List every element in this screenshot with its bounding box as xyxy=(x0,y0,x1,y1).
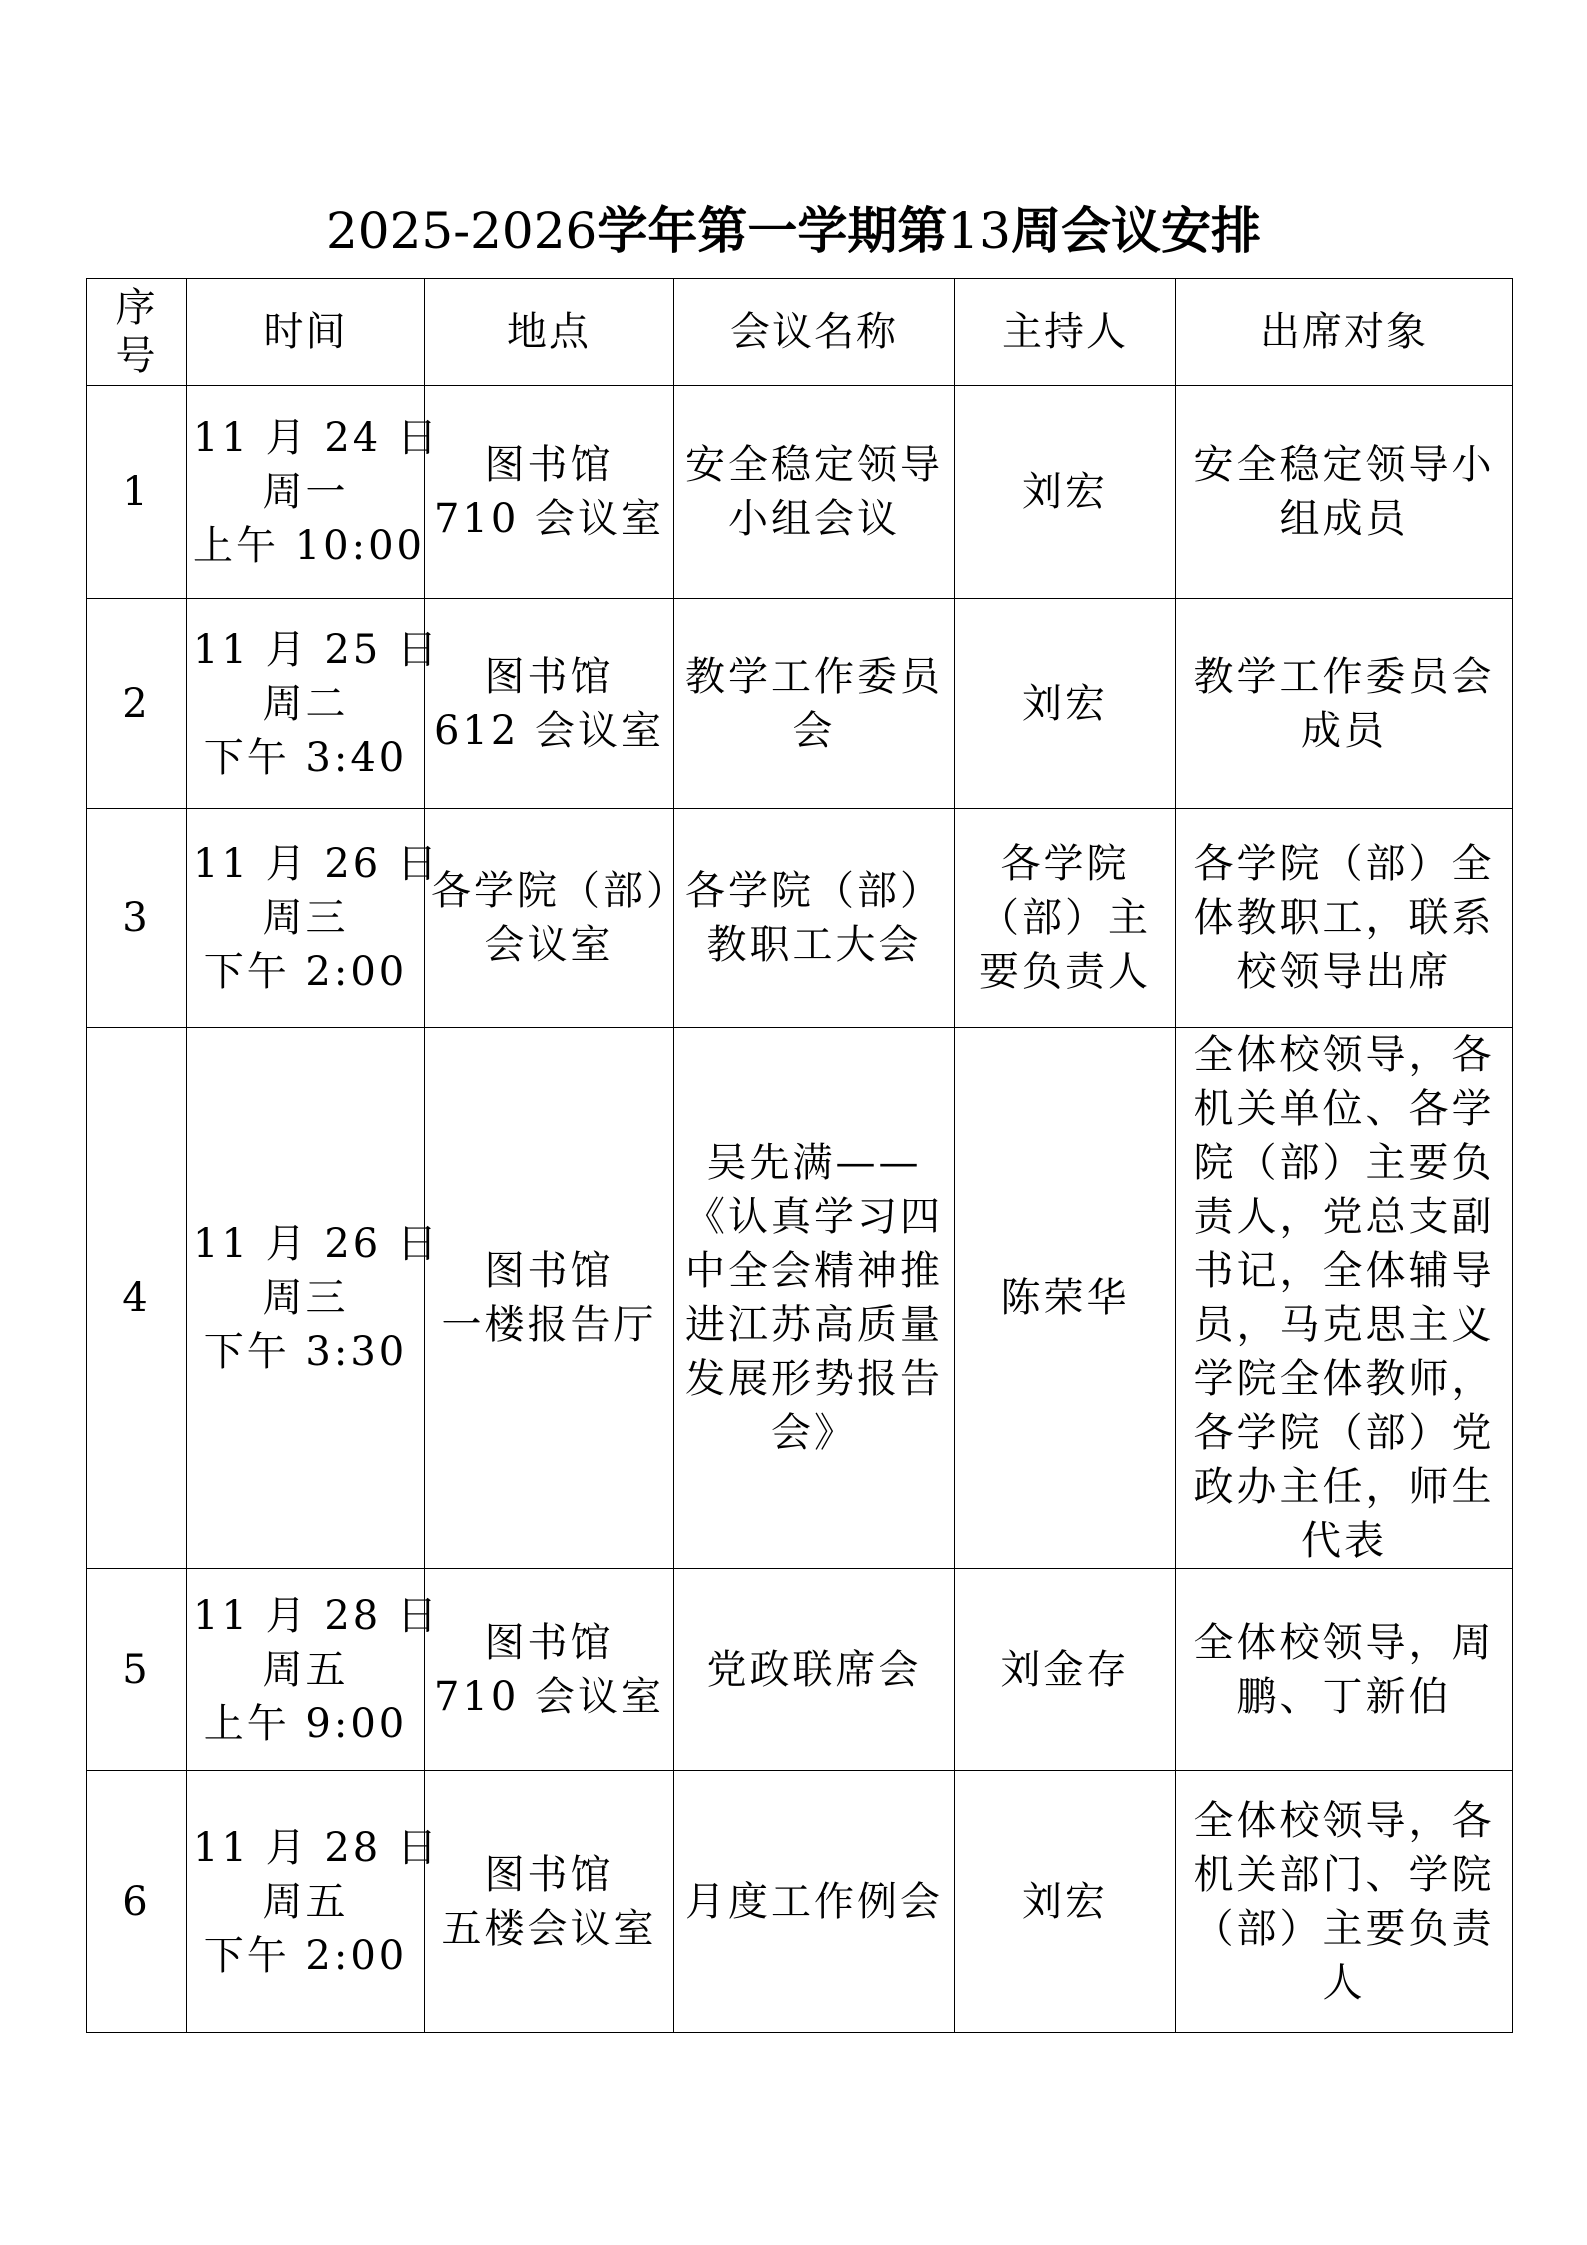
table-row xyxy=(87,386,1513,599)
row-meeting-text: 月度工作例会 xyxy=(685,1878,943,1925)
row-location-line2: 一楼报告厅 xyxy=(441,1302,657,1348)
row-location-line1: 图书馆 xyxy=(484,442,614,488)
row-date: 11 月 28 日 xyxy=(193,1592,440,1639)
row-weekday: 周二 xyxy=(262,680,349,727)
row-time xyxy=(187,1569,440,1771)
row-attendees xyxy=(1176,1569,1513,1771)
row-attendees xyxy=(1176,809,1513,1028)
row-meeting-text: 各学院（部）教职工大会 xyxy=(685,868,943,968)
table-row xyxy=(87,599,1513,809)
meeting-schedule-table xyxy=(86,278,1513,2033)
row-attendees xyxy=(1176,1028,1513,1569)
row-meeting-text: 安全稳定领导小组会议 xyxy=(685,442,943,542)
row-host: 刘宏 xyxy=(955,386,1176,599)
row-host: 刘金存 xyxy=(955,1569,1176,1771)
row-clock: 下午 3:30 xyxy=(203,1329,408,1375)
table-row xyxy=(87,1569,1513,1771)
row-location-line1: 图书馆 xyxy=(484,1619,614,1666)
row-seq: 1 xyxy=(87,386,187,599)
header-seq xyxy=(87,279,187,386)
row-time xyxy=(187,1771,440,2033)
row-location-line2: 710 会议室 xyxy=(433,496,665,542)
row-date: 11 月 26 日 xyxy=(193,841,440,887)
row-weekday: 周三 xyxy=(262,1275,349,1321)
header-seq-line1: 序 xyxy=(115,285,158,331)
title-part2: 周会议安排 xyxy=(1011,201,1261,260)
row-attendees xyxy=(1176,386,1513,599)
row-meeting xyxy=(674,809,955,1028)
row-clock: 上午 9:00 xyxy=(203,1700,408,1747)
row-meeting xyxy=(674,599,955,809)
row-meeting xyxy=(674,1569,955,1771)
row-location xyxy=(425,1569,674,1771)
row-location-line2: 612 会议室 xyxy=(433,707,665,754)
table-header-row xyxy=(87,279,1513,386)
row-location xyxy=(425,386,674,599)
row-seq: 4 xyxy=(87,1028,187,1569)
row-host xyxy=(955,809,1176,1028)
row-weekday: 周一 xyxy=(262,469,349,515)
row-meeting xyxy=(674,1771,955,2033)
row-time xyxy=(187,809,440,1028)
row-attendees-text: 全体校领导，周鹏、丁新伯 xyxy=(1193,1619,1495,1720)
row-location-line1: 图书馆 xyxy=(484,1248,614,1294)
row-clock: 下午 2:00 xyxy=(203,949,408,995)
title-part1: 学年第一学期第 xyxy=(597,201,948,260)
row-location-line1: 图书馆 xyxy=(484,1851,614,1898)
row-host: 刘宏 xyxy=(955,1771,1176,2033)
row-location xyxy=(425,809,689,1028)
row-attendees xyxy=(1176,1771,1513,2033)
row-location-line1: 各学院（部） xyxy=(431,868,689,914)
row-weekday: 周五 xyxy=(262,1878,349,1925)
row-time xyxy=(187,386,440,599)
row-location xyxy=(425,1028,674,1569)
row-time xyxy=(187,1028,440,1569)
row-meeting-text: 教学工作委员会 xyxy=(685,653,943,754)
row-attendees-text: 教学工作委员会成员 xyxy=(1193,653,1495,754)
row-meeting-text: 吴先满——《认真学习四中全会精神推进江苏高质量发展形势报告会》 xyxy=(685,1140,943,1456)
title-week: 13 xyxy=(947,202,1011,260)
row-date: 11 月 26 日 xyxy=(193,1221,440,1267)
row-host-text: 各学院（部）主要负责人 xyxy=(979,841,1151,995)
row-attendees-text: 全体校领导，各机关单位、各学院（部）主要负责人，党总支副书记，全体辅导员，马克思主义学院全体教师，各学院（部）党政办主任，师生代表 xyxy=(1193,1032,1495,1564)
row-clock: 上午 10:00 xyxy=(193,523,425,569)
row-attendees-text: 全体校领导，各机关部门、学院（部）主要负责人 xyxy=(1193,1797,1495,2006)
row-seq: 2 xyxy=(87,599,187,809)
title-year: 2025-2026 xyxy=(325,202,598,260)
row-location-line2: 710 会议室 xyxy=(433,1673,665,1720)
row-weekday: 周五 xyxy=(262,1646,349,1693)
row-seq: 6 xyxy=(87,1771,187,2033)
row-meeting xyxy=(674,1028,955,1569)
row-attendees-text: 安全稳定领导小组成员 xyxy=(1193,442,1495,542)
row-location-line1: 图书馆 xyxy=(484,653,614,700)
row-seq: 3 xyxy=(87,809,187,1028)
row-host: 刘宏 xyxy=(955,599,1176,809)
row-location-line2: 五楼会议室 xyxy=(441,1905,657,1952)
row-date: 11 月 28 日 xyxy=(193,1824,440,1871)
header-location: 地点 xyxy=(425,279,674,386)
row-time xyxy=(187,599,440,809)
header-time: 时间 xyxy=(187,279,425,386)
row-weekday: 周三 xyxy=(262,895,349,941)
header-attendees: 出席对象 xyxy=(1176,279,1513,386)
page-title xyxy=(0,196,1587,266)
header-host: 主持人 xyxy=(955,279,1176,386)
row-date: 11 月 24 日 xyxy=(193,415,440,461)
header-seq-line2: 号 xyxy=(115,333,158,379)
row-attendees-text: 各学院（部）全体教职工，联系校领导出席 xyxy=(1193,841,1495,995)
table-row xyxy=(87,1771,1513,2033)
row-location xyxy=(425,1771,674,2033)
row-attendees xyxy=(1176,599,1513,809)
table-row xyxy=(87,809,1513,1028)
row-host: 陈荣华 xyxy=(955,1028,1176,1569)
row-location-line2: 会议室 xyxy=(484,922,614,968)
row-seq: 5 xyxy=(87,1569,187,1771)
row-date: 11 月 25 日 xyxy=(193,626,440,673)
row-location xyxy=(425,599,674,809)
table-row xyxy=(87,1028,1513,1569)
row-clock: 下午 3:40 xyxy=(203,734,408,781)
row-meeting-text: 党政联席会 xyxy=(706,1646,922,1693)
header-meeting: 会议名称 xyxy=(674,279,955,386)
row-meeting xyxy=(674,386,955,599)
row-clock: 下午 2:00 xyxy=(203,1932,408,1979)
